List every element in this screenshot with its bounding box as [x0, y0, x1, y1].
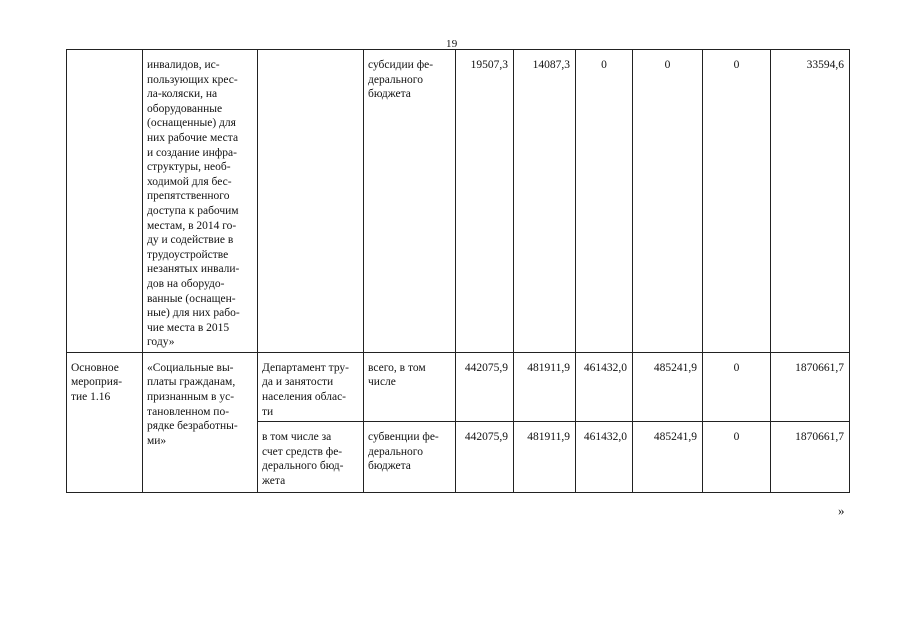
event-code-cell — [67, 50, 143, 353]
closing-quote-mark: » — [838, 503, 845, 518]
text-line: ду и содействие в — [147, 234, 234, 247]
text-line: них рабочие места — [147, 131, 239, 144]
executor-cell — [258, 422, 364, 493]
text-line: оборудованные — [147, 102, 223, 115]
value-cell-2015: 481911,9 — [514, 422, 576, 493]
text-line: году» — [147, 336, 175, 349]
value-cell-2017: 485241,9 — [633, 352, 703, 421]
text-line: субсидии фе- — [368, 59, 434, 71]
value-cell-2017: 485241,9 — [633, 422, 703, 493]
text-line: признанным в ус- — [147, 391, 235, 404]
funding-source-cell — [364, 422, 456, 493]
text-line: в том числе за — [262, 431, 332, 444]
text-line: структуры, необ- — [147, 161, 231, 174]
text-line: дов на оборудо- — [147, 277, 225, 290]
text-line: дерального бюд- — [262, 460, 344, 473]
text-line: жета — [262, 475, 286, 488]
value-cell-2018: 0 — [703, 422, 771, 493]
event-name-cell — [143, 352, 258, 492]
text-line: Основное — [71, 361, 119, 374]
text-line: субвенции фе- — [368, 431, 439, 444]
value-cell-2014: 442075,9 — [456, 352, 514, 421]
text-line: платы гражданам, — [147, 376, 236, 389]
event-name-cell — [143, 50, 258, 353]
value-cell-2014: 19507,3 — [456, 50, 514, 353]
text-line: ми» — [147, 434, 167, 447]
text-line: Департамент тру- — [262, 361, 349, 374]
text-line: мероприя- — [71, 376, 123, 389]
text-line: (оснащенные) для — [147, 117, 236, 130]
text-line: тановленном по- — [147, 405, 230, 418]
text-line: «Социальные вы- — [147, 361, 234, 374]
executor-cell — [258, 50, 364, 353]
value-cell-2016: 0 — [576, 50, 633, 353]
total-cell: 1870661,7 — [771, 422, 850, 493]
text-line: препятственного — [147, 190, 230, 203]
text-line: незанятых инвали- — [147, 263, 240, 276]
text-line: местам, в 2014 го- — [147, 219, 237, 232]
total-cell: 33594,6 — [771, 50, 850, 353]
text-line: населения облас- — [262, 391, 347, 404]
table-row — [67, 50, 850, 353]
text-line: чие места в 2015 — [147, 321, 230, 334]
text-line: тие 1.16 — [71, 391, 111, 404]
value-cell-2015: 14087,3 — [514, 50, 576, 353]
text-line: ла-коляски, на — [147, 88, 218, 101]
funding-source-cell — [364, 50, 456, 353]
value-cell-2014: 442075,9 — [456, 422, 514, 493]
text-line: трудоустройстве — [147, 248, 229, 261]
text-line: всего, в том — [368, 361, 426, 374]
text-line: бюджета — [368, 460, 411, 473]
text-line: доступа к рабочим — [147, 204, 239, 217]
text-line: дерального — [368, 445, 423, 458]
value-cell-2015: 481911,9 — [514, 352, 576, 421]
value-cell-2016: 461432,0 — [576, 422, 633, 493]
value-cell-2018: 0 — [703, 352, 771, 421]
budget-table — [66, 49, 850, 493]
text-line: инвалидов, ис- — [147, 59, 220, 71]
page-number: 19 — [446, 38, 458, 50]
value-cell-2016: 461432,0 — [576, 352, 633, 421]
text-line: дерального — [368, 73, 423, 86]
funding-source-cell — [364, 352, 456, 421]
text-line: ти — [262, 405, 274, 418]
text-line: счет средств фе- — [262, 445, 343, 458]
text-line: рядке безработны- — [147, 420, 238, 433]
text-line: да и занятости — [262, 376, 334, 389]
text-line: ные) для них рабо- — [147, 307, 240, 320]
text-line: ходимой для бес- — [147, 175, 232, 188]
table-row — [67, 352, 850, 421]
text-line: и создание инфра- — [147, 146, 237, 159]
executor-cell — [258, 352, 364, 421]
value-cell-2018: 0 — [703, 50, 771, 353]
text-line: бюджета — [368, 88, 411, 101]
event-code-cell — [67, 352, 143, 492]
total-cell: 1870661,7 — [771, 352, 850, 421]
text-line: пользующих крес- — [147, 73, 238, 86]
text-line: числе — [368, 376, 396, 389]
text-line: ванные (оснащен- — [147, 292, 236, 305]
value-cell-2017: 0 — [633, 50, 703, 353]
